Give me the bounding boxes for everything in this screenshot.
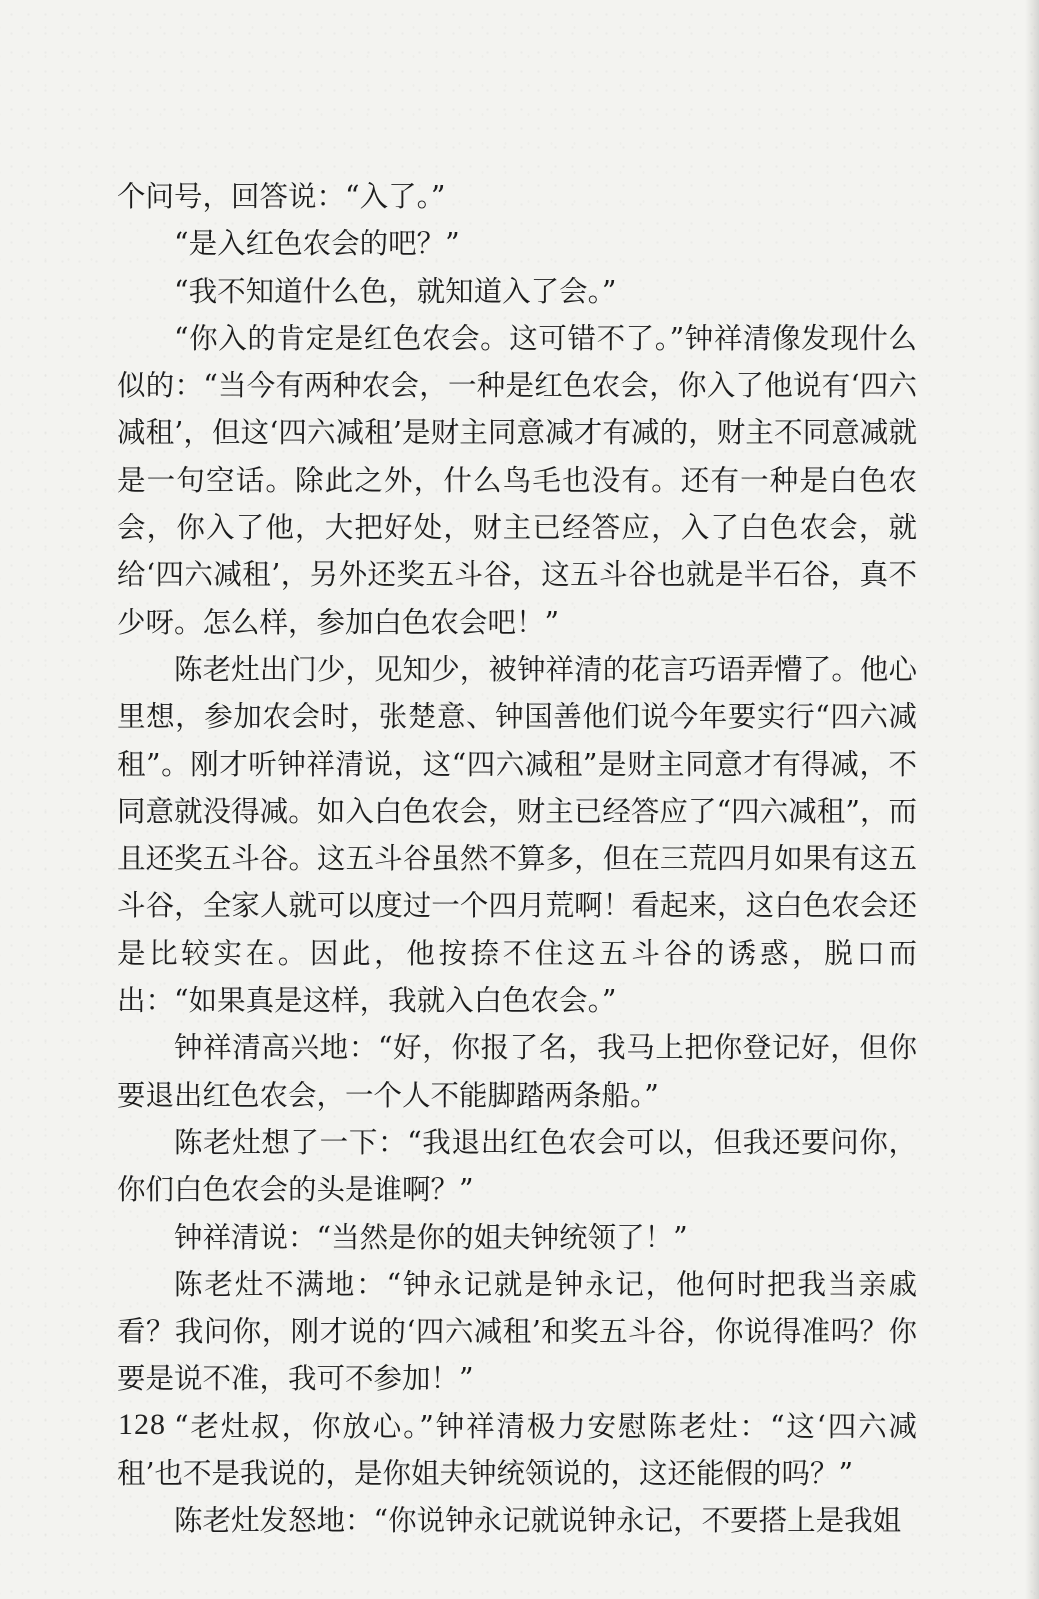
page-edge-shadow bbox=[1025, 0, 1039, 1599]
paragraph-6: 钟祥清高兴地：“好，你报了名，我马上把你登记好，但你要退出红色农会，一个人不能脚踏两条船。” bbox=[117, 1031, 917, 1112]
page-number: 128 bbox=[118, 1408, 166, 1441]
paragraph-10: “老灶叔，你放心。”钟祥清极力安慰陈老灶：“这‘四六减租’也不是我说的，是你姐夫钟统领说的，这还能假的吗？” bbox=[117, 1409, 917, 1491]
paragraph-4: “你入的肯定是红色农会。这可错不了。”钟祥清像发现什么似的：“当今有两种农会，一种是红色农会，你入了他说有‘四六减租’，但这‘四六减租’是财主同意减才有减的，财主不同意减就是一句空话。除此之外，什么鸟毛也没有。还有一种是白色农会，你入了他，大把好处，财主已经答应，入了白色农会，就给‘四六减租’，另外还奖五斗谷，这五斗谷也就是半石谷，真不少呀。怎么样，参加白色农会吧！” bbox=[117, 321, 917, 639]
paragraph-3: “我不知道什么色，就知道入了会。” bbox=[174, 274, 617, 308]
paragraph-1: 个问号，回答说：“入了。” bbox=[117, 180, 446, 213]
paragraph-7: 陈老灶想了一下：“我退出红色农会可以，但我还要问你，你们白色农会的头是谁啊？” bbox=[117, 1125, 917, 1207]
text-body bbox=[117, 173, 917, 1545]
paragraph-9: 陈老灶不满地：“钟永记就是钟永记，他何时把我当亲戚看？我问你，刚才说的‘四六减租’和奖五斗谷，你说得准吗？你要是说不准，我可不参加！” bbox=[117, 1267, 917, 1396]
paragraph-5: 陈老灶出门少，见知少，被钟祥清的花言巧语弄懵了。他心里想，参加农会时，张楚意、钟国善他们说今年要实行“四六减租”。刚才听钟祥清说，这“四六减租”是财主同意才有得减，不同意就没得减。如入白色农会，财主已经答应了“四六减租”，而且还奖五斗谷。这五斗谷虽然不算多，但在三荒四月如果有这五斗谷，全家人就可以度过一个四月荒啊！看起来，这白色农会还是比较实在。因此，他按捺不住这五斗谷的诱惑，脱口而出：“如果真是这样，我就入白色农会。” bbox=[117, 652, 917, 1018]
paragraph-8: 钟祥清说：“当然是你的姐夫钟统领了！” bbox=[174, 1220, 688, 1254]
paragraph-2: “是入红色农会的吧？” bbox=[174, 227, 460, 261]
paragraph-11: 陈老灶发怒地：“你说钟永记就说钟永记，不要搭上是我姐 bbox=[174, 1504, 902, 1538]
